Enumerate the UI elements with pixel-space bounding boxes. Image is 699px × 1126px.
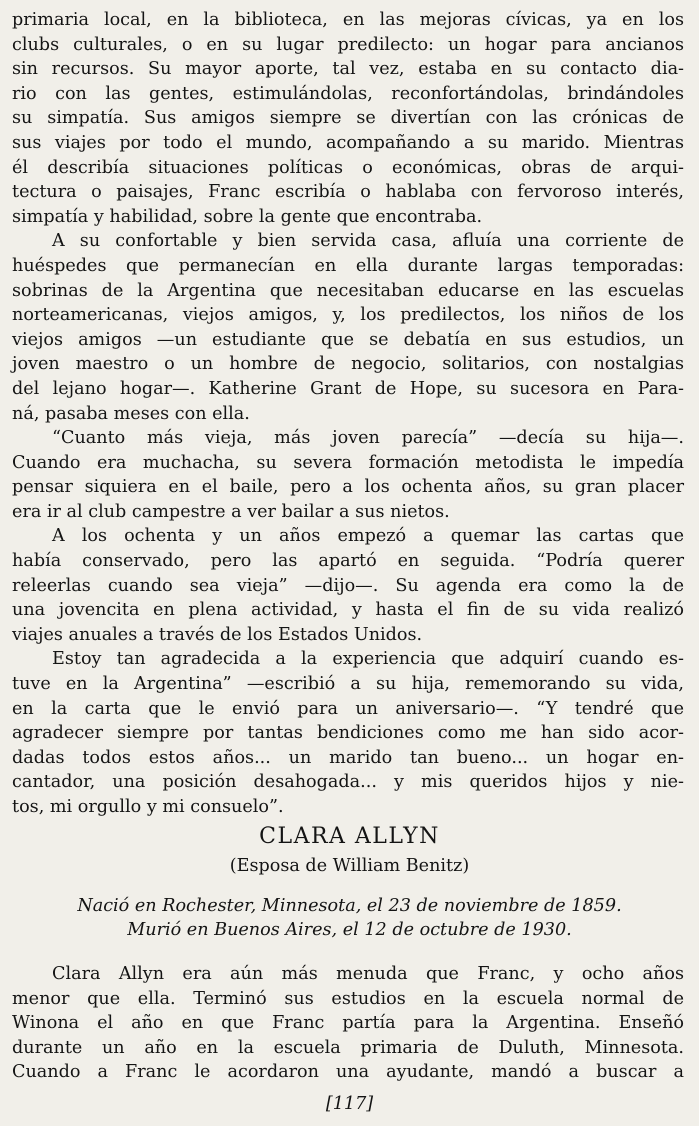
paragraph-clara — [12, 962, 684, 1085]
text-line: “Cuanto más vieja, más joven parecía” —decía su hija—. — [52, 428, 684, 449]
section-title: CLARA ALLYN — [259, 824, 440, 849]
text-line: cantador, una posición desahogada... y mis queridos hijos y nie- — [12, 772, 684, 793]
text-line: primaria local, en la biblioteca, en las mejoras cívicas, ya en los — [12, 10, 684, 30]
birth-line: Nació en Rochester, Minnesota, el 23 de noviembre de 1859. — [77, 896, 622, 916]
text-line: simpatía y habilidad, sobre la gente que encontraba. — [12, 206, 483, 227]
text-line: menor que ella. Terminó sus estudios en la escuela normal de — [12, 988, 684, 1009]
text-line: tuve en la Argentina” —escribió a su hija, rememorando su vida, — [12, 674, 684, 695]
text-line: rio con las gentes, estimulándolas, reconfortándolas, brindándoles — [12, 83, 684, 104]
text-line: durante un año en la escuela primaria de Duluth, Minnesota. — [12, 1037, 684, 1058]
text-line: en la carta que le envió para un aniversario—. “Y tendré que — [12, 698, 684, 719]
text-line: Estoy tan agradecida a la experiencia que adquirí cuando es- — [52, 649, 684, 670]
text-line: ná, pasaba meses con ella. — [12, 403, 250, 424]
text-line: viejos amigos —un estudiante que se debatía en sus estudios, un — [12, 329, 684, 350]
text-line: A su confortable y bien servida casa, afluía una corriente de — [52, 231, 684, 252]
text-line: dadas todos estos años... un marido tan bueno... un hogar en- — [12, 747, 684, 768]
text-line: agradecer siempre por tantas bendiciones como me han sido acor- — [12, 723, 684, 744]
text-line: había conservado, pero las apartó en seguida. “Podría querer — [12, 551, 684, 572]
text-line: Cuando a Franc le acordaron una ayudante, mandó a buscar a — [12, 1062, 684, 1083]
text-line: su simpatía. Sus amigos siempre se divertían con las crónicas de — [12, 108, 684, 129]
text-line: sin recursos. Su mayor aporte, tal vez, estaba en su contacto dia- — [12, 59, 684, 80]
text-line: Winona el año en que Franc partía para la Argentina. Enseñó — [12, 1013, 684, 1034]
text-line: A los ochenta y un años empezó a quemar las cartas que — [52, 526, 684, 547]
text-line: Clara Allyn era aún más menuda que Franc, y ocho años — [52, 964, 684, 984]
text-line: clubs culturales, o en su lugar predilecto: un hogar para ancianos — [12, 34, 684, 55]
text-line: huéspedes que permanecían en ella durante largas temporadas: — [12, 255, 684, 276]
text-line: Cuando era muchacha, su severa formación metodista le impedía — [12, 452, 684, 473]
death-line: Murió en Buenos Aires, el 12 de octubre de 1930. — [127, 920, 572, 940]
text-line: sobrinas de la Argentina que necesitaban educarse en las escuelas — [12, 280, 684, 301]
text-line: era ir al club campestre a ver bailar a sus nietos. — [12, 501, 450, 522]
text-line: releerlas cuando sea vieja” —dijo—. Su agenda era como la de — [12, 575, 684, 596]
text-line: joven maestro o un hombre de negocio, solitarios, con nostalgias — [12, 354, 684, 375]
text-line: una jovencita en plena actividad, y hasta el fin de su vida realizó — [12, 600, 684, 621]
page-number: [117] — [325, 1094, 374, 1114]
text-line: del lejano hogar—. Katherine Grant de Hope, su sucesora en Para- — [12, 378, 684, 399]
section-subtitle: (Esposa de William Benitz) — [229, 856, 470, 876]
text-line: pensar siquiera en el baile, pero a los ochenta años, su gran placer — [12, 477, 684, 498]
text-line: sus viajes por todo el mundo, acompañando a su marido. Mientras — [12, 132, 684, 153]
text-line: viajes anuales a través de los Estados Unidos. — [12, 624, 423, 645]
text-line: él describía situaciones políticas o económicas, obras de arqui- — [12, 157, 684, 178]
text-line: tos, mi orgullo y mi consuelo”. — [12, 797, 284, 817]
paragraph-continued — [12, 8, 684, 820]
text-line: norteamericanas, viejos amigos, y, los predilectos, los niños de los — [12, 305, 684, 326]
text-line: tectura o paisajes, Franc escribía o hablaba con fervoroso interés, — [12, 182, 684, 203]
